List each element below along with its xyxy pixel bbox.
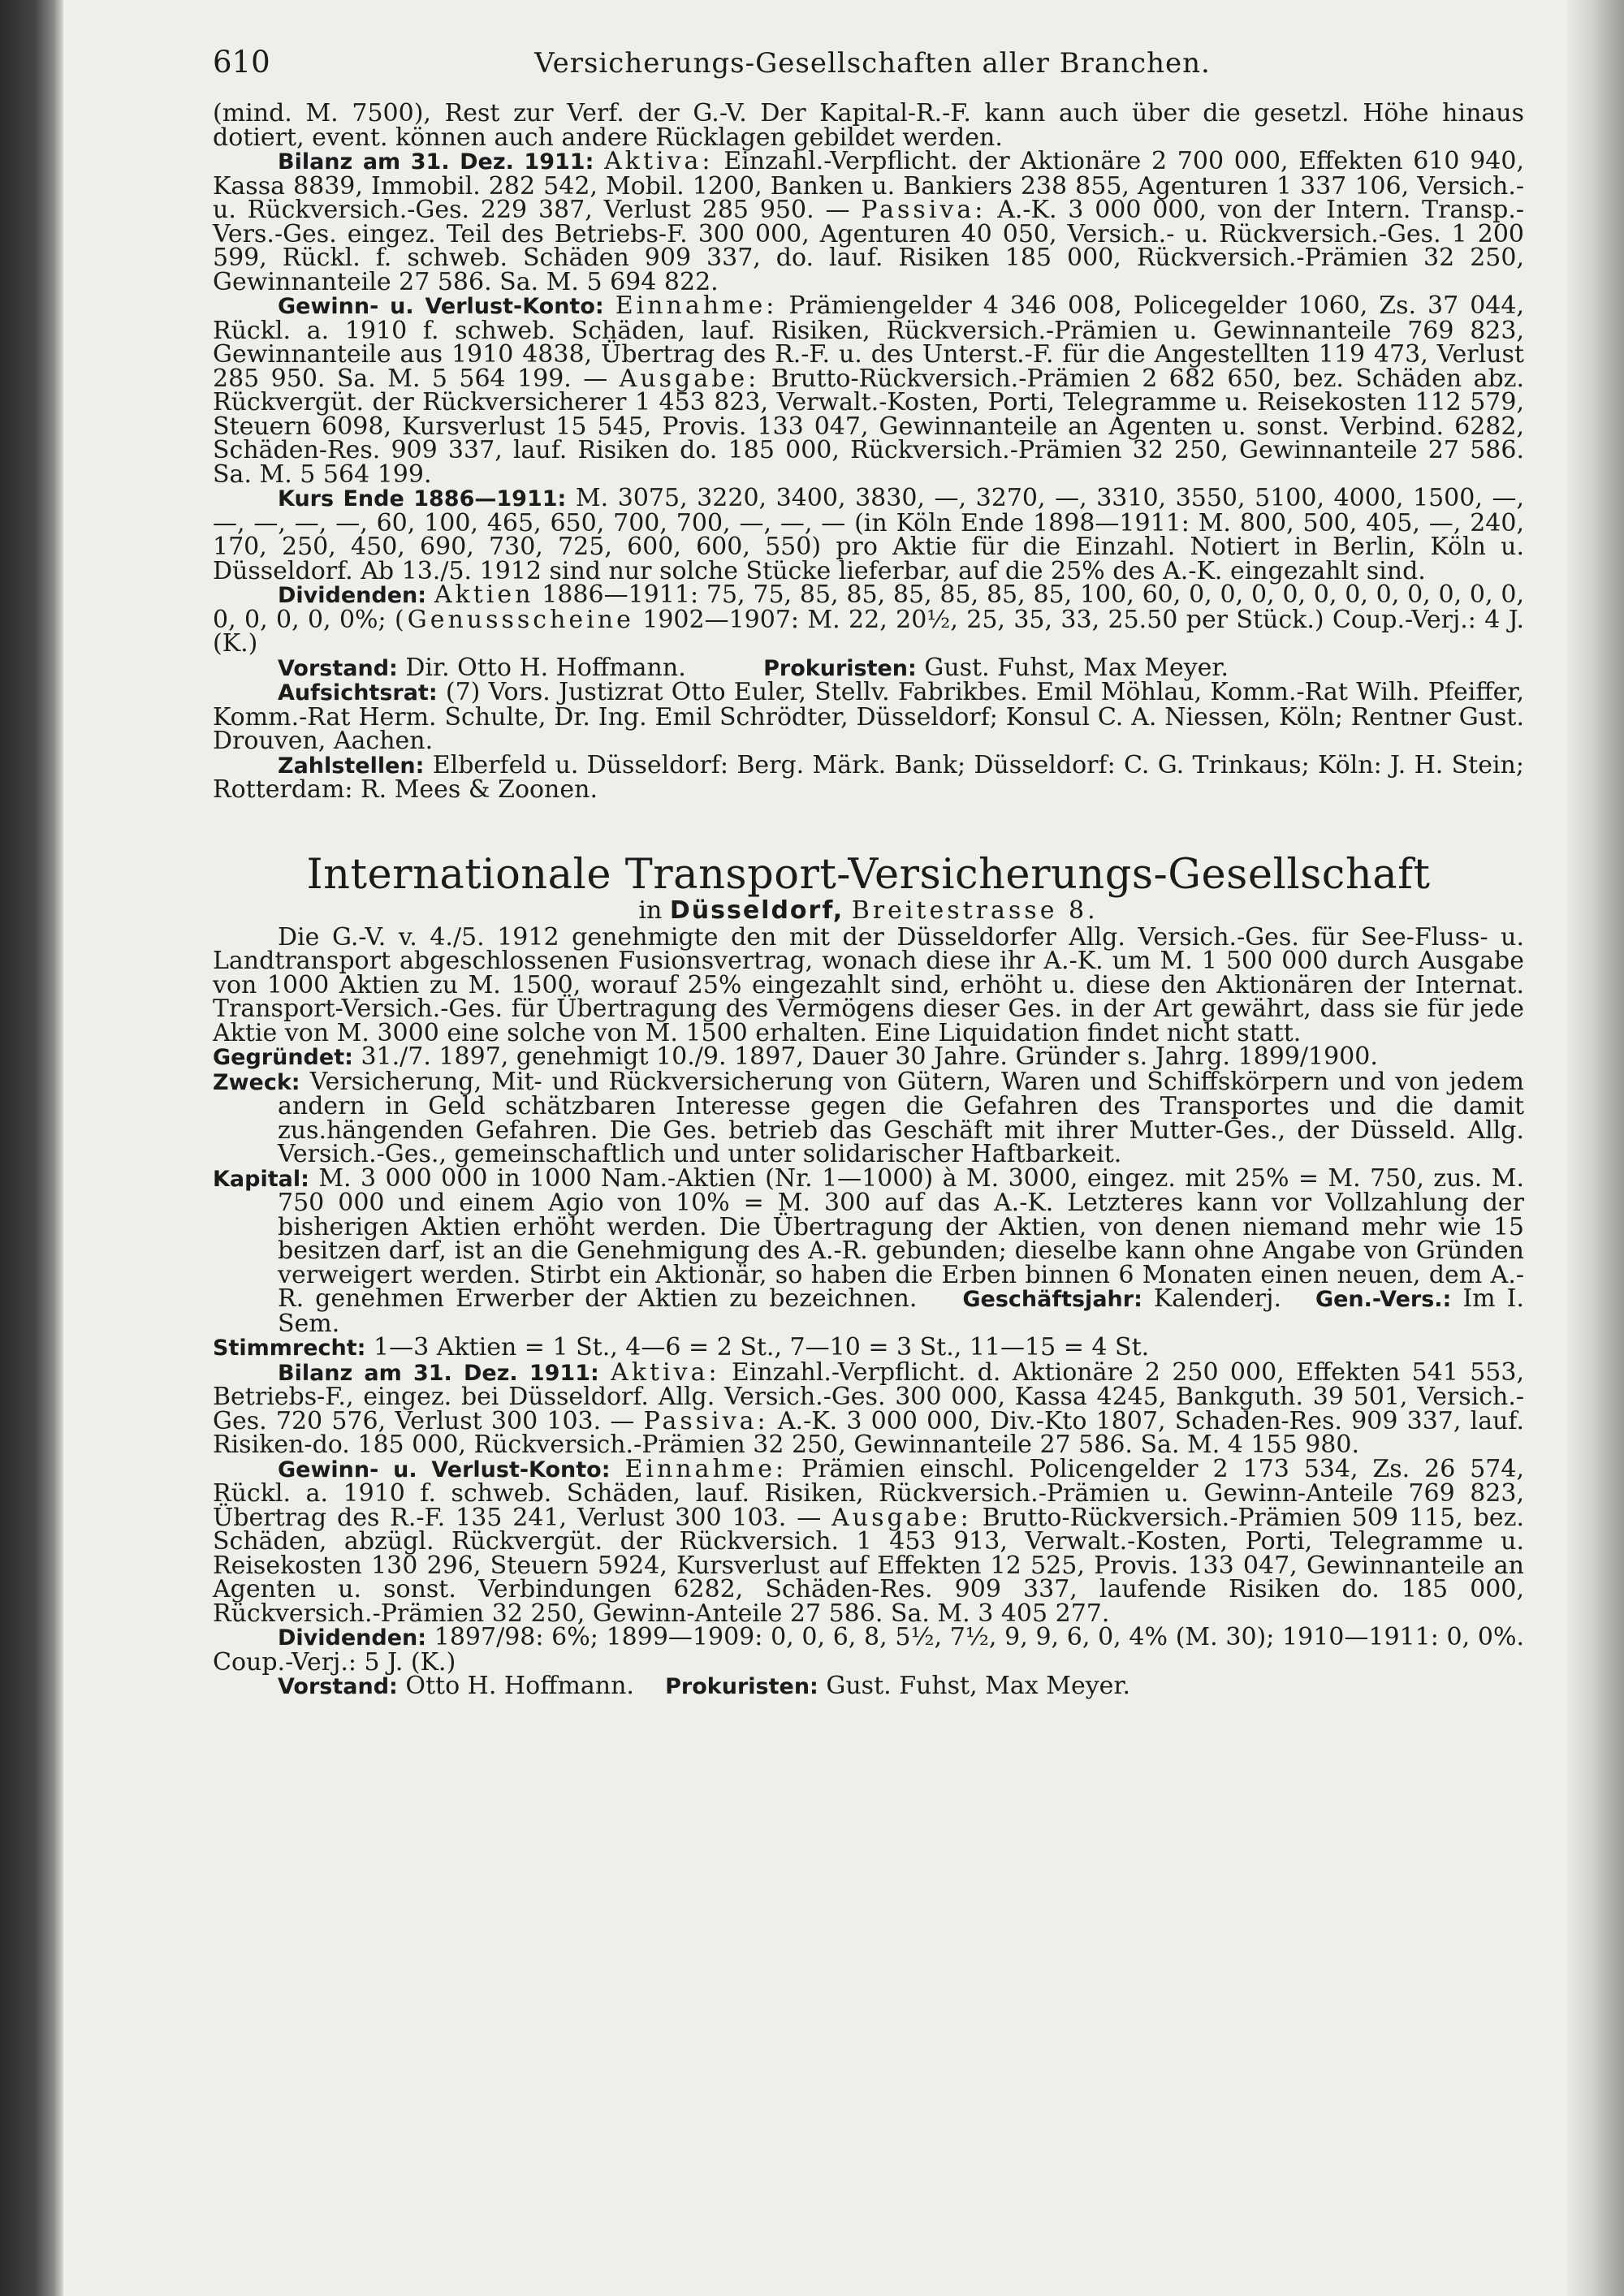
company-address: in Düsseldorf, Breitestrasse 8. [638, 896, 1099, 925]
company-title: Internationale Transport-Versicherungs-Gesellschaft [306, 850, 1431, 899]
page-header [213, 45, 1524, 101]
merger-intro: Die G.-V. v. 4./5. 1912 genehmigte den mit der Düsseldorfer Allg. Versich.-Ges. für See-Fluss- u. Landtransport abgeschlossenen Fusionsvertrag, wonach diese ihr A.-K. um M. 1 500 000 durch Ausgabe von 1000 Aktien zu M. 1500, worauf 25% eingezahlt sind, erhöht u. diese den Aktionären der Internat. Transport-Versich.-Ges. für Übertragung des Vermögens dieser Ges. in der Art gewährt, dass sie für jede Aktie von M. 3000 eine solche von M. 1500 erhalten. Eine Liquidation findet nicht statt. [213, 922, 1524, 1047]
company-profit-loss: Gewinn- u. Verlust-Konto: Einnahme: Prämien einschl. Policengelder 2 173 534, Zs. 26 574, Rückl. a. 1910 f. schweb. Schäden, lauf. Risiken, Rückversich.-Prämien u. Gewinn-Anteile 769 823, Übertrag des R.-F. 135 241, Verlust 300 103. — Ausgabe: Brutto-Rückversich.-Prämien 509 115, bez. Schäden, abzügl. Rückvergüt. der Rückversich. 1 453 913, Verwalt.-Kosten, Porti, Telegramme u. Reisekosten 130 296, Steuern 5924, Kursverlust auf Effekten 12 525, Provis. 133 047, Gewinnanteile an Agenten u. sonst. Verbindungen 6282, Schäden-Res. 909 337, laufende Risiken do. 185 000, Rückversich.-Prämien 32 250, Gewinn-Anteile 27 586. Sa. M. 3 405 277. [213, 1454, 1524, 1628]
share-prices: Kurs Ende 1886—1911: M. 3075, 3220, 3400, 3830, —, 3270, —, 3310, 3550, 5100, 4000, 1500, —, —, —, —, —, 60, 100, 465, 650, 700, 700, —, —, — (in Köln Ende 1898—1911: M. 800, 500, 405, —, 240, 170, 250, 450, 690, 730, 725, 600, 600, 550) pro Aktie für die Einzahl. Notiert in Berlin, Köln u. Düsseldorf. Ab 13./5. 1912 sind nur solche Stücke lieferbar, auf die 25% des A.-K. eingezahlt sind. [213, 484, 1524, 585]
reserve-continuation: (mind. M. 7500), Rest zur Verf. der G.-V. Der Kapital-R.-F. kann auch über die gesetzl. Höhe hinaus dotiert, event. können auch andere Rücklagen gebildet werden. [213, 99, 1524, 152]
company-entry [213, 852, 1524, 1699]
founded: Gegründet: 31./7. 1897, genehmigt 10./9. 1897, Dauer 30 Jahre. Gründer s. Jahrg. 1899/1900. [213, 1042, 1378, 1071]
dividends: Dividenden: Aktien 1886—1911: 75, 75, 85, 85, 85, 85, 85, 85, 100, 60, 0, 0, 0, 0, 0, 0, 0, 0, 0, 0, 0, 0, 0, 0, 0, 0%; (Genussscheine 1902—1907: M. 22, 20½, 25, 35, 33, 25.50 per Stück.) Coup.-Verj.: 4 J. (K.) [213, 580, 1524, 658]
company-dividends: Dividenden: 1897/98: 6%; 1899—1909: 0, 0, 6, 8, 5½, 7½, 9, 9, 6, 0, 4% (M. 30); 1910—1911: 0, 0%. Coup.-Verj.: 5 J. (K.) [213, 1623, 1524, 1677]
capital: Kapital: M. 3 000 000 in 1000 Nam.-Aktien (Nr. 1—1000) à M. 3000, eingez. mit 25% = M. 750, zus. M. 750 000 und einem Agio von 10% = M. 300 auf das A.-K. Letzteres kann vor Vollzahlung der bisherigen Aktien erhöht werden. Die Übertragung der Aktien, von denen niemand mehr wie 15 besitzen darf, ist an die Genehmigung des A.-R. gebunden; dieselbe kann ohne Angabe von Gründen verweigert werden. Stirbt ein Aktionär, so haben die Erben binnen 6 Monaten einen neuen, dem A.-R. genehmen Erwerber der Aktien zu bezeichnen. Geschäftsjahr: Kalenderj. Gen.-Vers.: Im I. Sem. [213, 1163, 1524, 1338]
running-title: Versicherungs-Gesellschaften aller Branchen. [534, 47, 1211, 80]
balance-sheet: Bilanz am 31. Dez. 1911: Aktiva: Einzahl.-Verpflicht. der Aktionäre 2 700 000, Effekten 610 940, Kassa 8839, Immobil. 282 542, Mobil. 1200, Banken u. Bankiers 238 855, Agenturen 1 337 106, Versich.- u. Rückversich.-Ges. 229 387, Verlust 285 950. — Passiva: A.-K. 3 000 000, von der Intern. Transp.-Vers.-Ges. eingez. Teil des Betriebs-F. 300 000, Agenturen 40 050, Versich.- u. Rückversich.-Ges. 1 200 599, Rückl. f. schweb. Schäden 909 337, do. lauf. Risiken 185 000, Rückversich.-Prämien 32 250, Gewinnanteile 27 586. Sa. M. 5 694 822. [213, 147, 1525, 296]
book-spine-shadow [0, 0, 63, 2296]
purpose: Zweck: Versicherung, Mit- und Rückversicherung von Gütern, Waren und Schiffskörpern und von jedem andern in Geld schätzbaren Interesse gegen die Gefahren des Transportes und die damit zus.hängenden Gefahren. Die Ges. betrieb das Geschäft mit ihrer Mutter-Ges., der Düsseld. Allg. Versich.-Ges., gemeinschaftlich und unter solidarischer Haftbarkeit. [213, 1067, 1524, 1168]
supervisory-board: Aufsichtsrat: (7) Vors. Justizrat Otto Euler, Stellv. Fabrikbes. Emil Möhlau, Komm.-Rat Wilh. Pfeiffer, Komm.-Rat Herm. Schulte, Dr. Ing. Emil Schrödter, Düsseldorf; Konsul C. A. Niessen, Köln; Rentner Gust. Drouven, Aachen. [213, 678, 1524, 755]
previous-company-entry [213, 101, 1524, 802]
page [213, 45, 1524, 1699]
voting-rights: Stimmrecht: 1—3 Aktien = 1 St., 4—6 = 2 St., 7—10 = 3 St., 11—15 = 4 St. [213, 1333, 1150, 1362]
management-board: Vorstand: Dir. Otto H. Hoffmann. Prokuristen: Gust. Fuhst, Max Meyer. [278, 653, 1229, 682]
company-management: Vorstand: Otto H. Hoffmann. Prokuristen: Gust. Fuhst, Max Meyer. [278, 1672, 1130, 1700]
company-balance-sheet: Bilanz am 31. Dez. 1911: Aktiva: Einzahl.-Verpflicht. d. Aktionäre 2 250 000, Effekten 541 553, Betriebs-F., eingez. bei Düsseldorf. Allg. Versich.-Ges. 300 000, Kassa 4245, Bankguth. 39 501, Versich.-Ges. 720 576, Verlust 300 103. — Passiva: A.-K. 3 000 000, Div.-Kto 1807, Schaden-Res. 909 337, lauf. Risiken-do. 185 000, Rückversich.-Prämien 32 250, Gewinnanteile 27 586. Sa. M. 4 155 980. [213, 1357, 1524, 1459]
page-edge-shadow [1567, 0, 1624, 2296]
profit-loss-account: Gewinn- u. Verlust-Konto: Einnahme: Prämiengelder 4 346 008, Policegelder 1060, Zs. 37 044, Rückl. a. 1910 f. schweb. Schäden, lauf. Risiken, Rückversich.-Prämien u. Gewinnanteile 769 823, Gewinnanteile aus 1910 4838, Übertrag des R.-F. u. des Unterst.-F. für die Angestellten 119 473, Verlust 285 950. Sa. M. 5 564 199. — Ausgabe: Brutto-Rückversich.-Prämien 2 682 650, bez. Schäden abz. Rückvergüt. der Rückversicherer 1 453 823, Verwalt.-Kosten, Porti, Telegramme u. Reisekosten 112 579, Steuern 6098, Kursverlust 15 545, Provis. 133 047, Gewinnanteile an Agenten u. sonst. Verbind. 6282, Schäden-Res. 909 337, lauf. Risiken do. 185 000, Rückversich.-Prämien 32 250, Gewinnanteile 27 586. Sa. M. 5 564 199. [213, 291, 1525, 489]
paying-agents: Zahlstellen: Elberfeld u. Düsseldorf: Berg. Märk. Bank; Düsseldorf: C. G. Trinkaus; Köln: J. H. Stein; Rotterdam: R. Mees & Zoonen. [213, 750, 1524, 804]
page-number: 610 [213, 45, 270, 80]
